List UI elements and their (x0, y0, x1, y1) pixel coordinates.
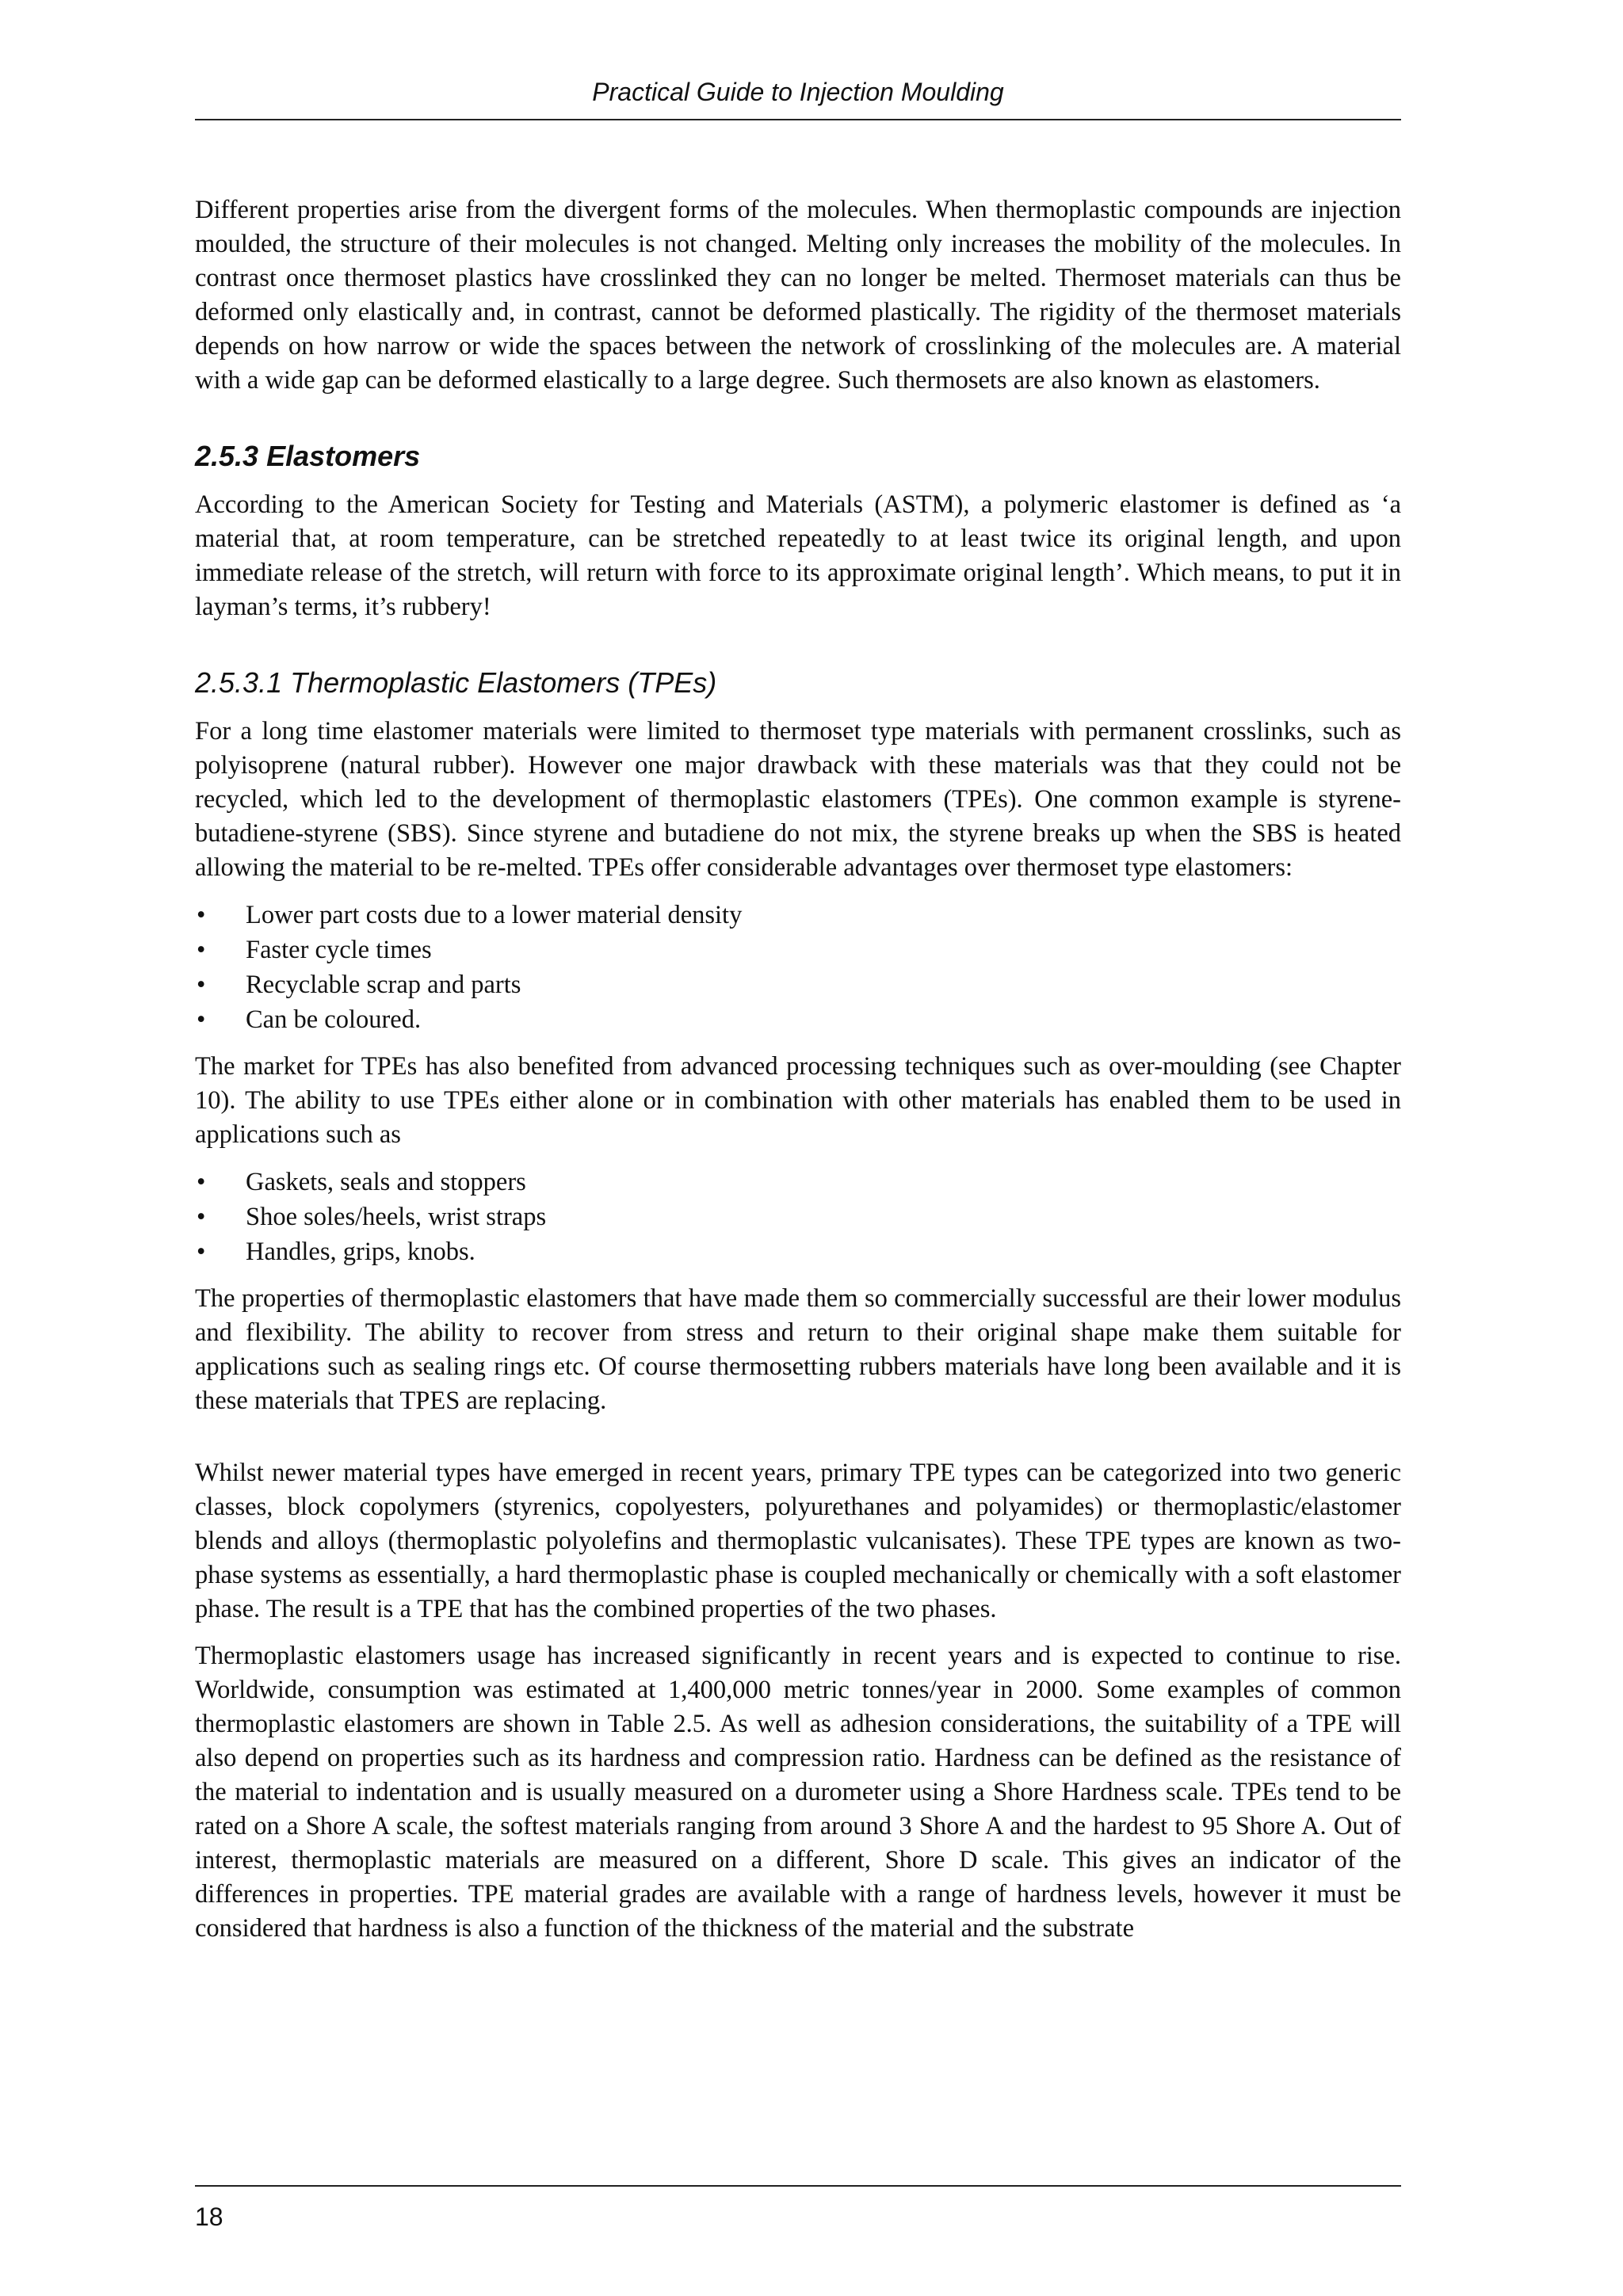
running-header: Practical Guide to Injection Moulding (592, 78, 1004, 106)
bullet-icon: • (197, 1168, 206, 1196)
section-heading-elastomers: 2.5.3 Elastomers (195, 440, 421, 472)
page-number: 18 (195, 2203, 223, 2231)
paragraph-market: The market for TPEs has also benefited from advanced processing techniques such as over-moulding (see Chapter 10). The ability to use TPEs either alone or in combination with other materials has enabled them to be used in applications such as (195, 1052, 1401, 1149)
list-item: • Can be coloured. (195, 1002, 1401, 1037)
list-item: • Shoe soles/heels, wrist straps (195, 1199, 1401, 1234)
bullet-icon: • (197, 1238, 206, 1266)
list-item: • Lower part costs due to a lower material density (195, 898, 1401, 933)
list-item: • Faster cycle times (195, 933, 1401, 967)
bullet-icon: • (197, 971, 206, 999)
header-rule (195, 119, 1401, 120)
bullet-icon: • (197, 936, 206, 964)
list-item: • Gaskets, seals and stoppers (195, 1165, 1401, 1199)
footer-rule (195, 2185, 1401, 2187)
page-body (195, 193, 1401, 1958)
applications-list (195, 1165, 1401, 1269)
paragraph-properties: The properties of thermoplastic elastomers that have made them so commercially successful are their lower modulus and flexibility. The ability to recover from stress and return to their original shape make them suitable for applications such as sealing rings etc. Of course thermosetting rubbers materials have long been available and it is these materials that TPES are replacing. (195, 1284, 1401, 1415)
paragraph-usage: Thermoplastic elastomers usage has increased significantly in recent years and is expected to continue to rise. Worldwide, consumption was estimated at 1,400,000 metric tonnes/year in 2000. Some examples of common thermoplastic elastomers are shown in Table 2.5. As well as adhesion considerations, the suitability of a TPE will also depend on properties such as its hardness and compression ratio. Hardness can be defined as the resistance of the material to indentation and is usually measured on a durometer using a Shore Hardness scale. TPEs tend to be rated on a Shore A scale, the softest materials ranging from around 3 Shore A and the hardest to 95 Shore A. Out of interest, thermoplastic materials are measured on a different, Shore D scale. This gives an indicator of the differences in properties. TPE material grades are available with a range of hardness levels, however it must be considered that hardness is also a function of the thickness of the material and the substrate (195, 1642, 1401, 1943)
paragraph-tpe-intro: For a long time elastomer materials were limited to thermoset type materials with permanent crosslinks, such as polyisoprene (natural rubber). However one major drawback with these materials was that they could not be recycled, which led to the development of thermoplastic elastomers (TPEs). One common example is styrene-butadiene-styrene (SBS). Since styrene and butadiene do not mix, the styrene breaks up when the SBS is heated allowing the material to be re-melted. TPEs offer considerable advantages over thermoset type elastomers: (195, 717, 1401, 882)
paragraph-types: Whilst newer material types have emerged in recent years, primary TPE types can be categorized into two generic classes, block copolymers (styrenics, copolyesters, polyurethanes and polyamides) or thermoplastic/elastomer blends and alloys (thermoplastic polyolefins and thermoplastic vulcanisates). These TPE types are known as two-phase systems as essentially, a hard thermoplastic phase is coupled mechanically or chemically with a soft elastomer phase. The result is a TPE that has the combined properties of the two phases. (195, 1459, 1401, 1623)
bullet-icon: • (197, 901, 206, 929)
paragraph-intro: Different properties arise from the divergent forms of the molecules. When thermoplastic compounds are injection moulded, the structure of their molecules is not changed. Melting only increases the mobility of the molecules. In contrast once thermoset plastics have crosslinked they can no longer be melted. Thermoset materials can thus be deformed only elastically and, in contrast, cannot be deformed plastically. The rigidity of the thermoset materials depends on how narrow or wide the spaces between the network of crosslinking of the molecules are. A material with a wide gap can be deformed elastically to a large degree. Such thermosets are also known as elastomers. (195, 196, 1401, 395)
list-item: • Recyclable scrap and parts (195, 967, 1401, 1002)
advantages-list (195, 898, 1401, 1037)
subsection-heading-tpe: 2.5.3.1 Thermoplastic Elastomers (TPEs) (195, 666, 717, 699)
bullet-icon: • (197, 1203, 206, 1231)
bullet-icon: • (197, 1005, 206, 1034)
list-item: • Handles, grips, knobs. (195, 1234, 1401, 1269)
paragraph-astm: According to the American Society for Testing and Materials (ASTM), a polymeric elastomer is defined as ‘a material that, at room temperature, can be stretched repeatedly to at least twice its original length, and upon immediate release of the stretch, will return with force to its approximate original length’. Which means, to put it in layman’s terms, it’s rubbery! (195, 490, 1401, 621)
